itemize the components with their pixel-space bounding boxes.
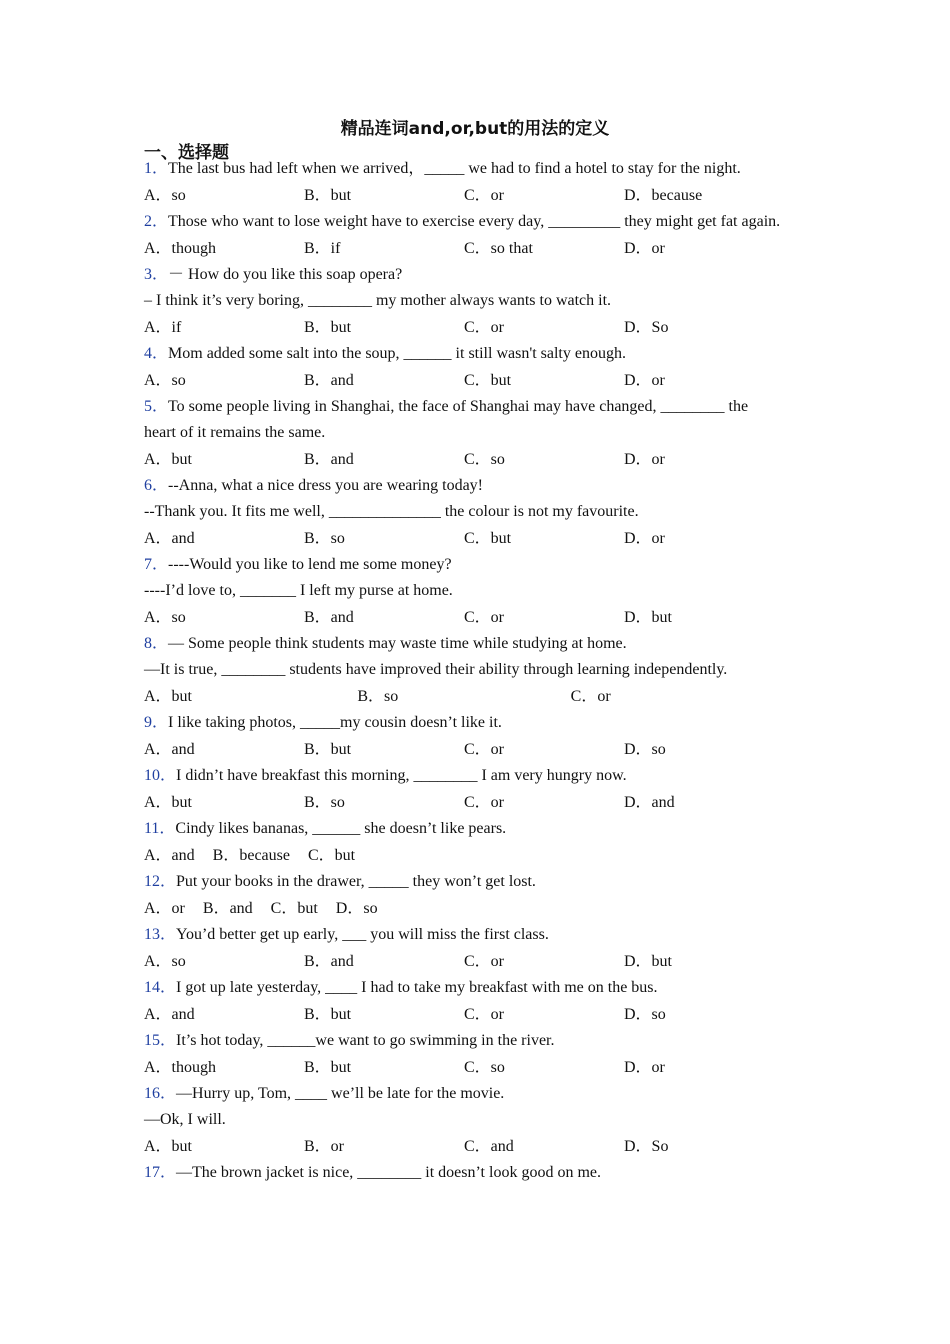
question-text: Put your books in the drawer, _____ they won’t get lost. [176, 873, 536, 890]
question-2 [144, 209, 784, 262]
option-d: D．so [624, 741, 666, 758]
question-number: 15． [144, 1032, 177, 1049]
option-a: A．so [144, 372, 186, 389]
option-c: C．and [464, 1138, 514, 1155]
question-number: 8． [144, 635, 169, 652]
question-5 [144, 394, 784, 473]
option-b: B．and [304, 953, 354, 970]
question-number: 7． [144, 556, 169, 573]
question-number: 3． [144, 266, 169, 283]
question-number: 17． [144, 1164, 177, 1181]
question-text: Cindy likes bananas, ______ she doesn’t like pears. [175, 820, 507, 837]
question-17 [144, 1160, 784, 1186]
option-b: B．but [304, 741, 352, 758]
option-b: B．so [357, 688, 399, 705]
option-a: A．but [144, 1138, 193, 1155]
question-number: 1． [144, 160, 169, 177]
option-a: A．so [144, 187, 186, 204]
question-number: 12． [144, 873, 177, 890]
option-b: B．and [304, 609, 354, 626]
question-text: You’d better get up early, ___ you will miss the first class. [176, 926, 549, 943]
question-number: 5． [144, 398, 169, 415]
option-d: D．or [624, 372, 665, 389]
option-b: B．and [304, 451, 354, 468]
question-16 [144, 1081, 784, 1160]
option-a: A．and [144, 530, 195, 547]
option-d: D．or [624, 530, 665, 547]
question-text: It’s hot today, ______we want to go swimming in the river. [176, 1032, 555, 1049]
section-heading: 一、选择题 [144, 143, 229, 163]
question-text: —Hurry up, Tom, ____ we’ll be late for the movie. [176, 1085, 505, 1102]
option-d: D．So [624, 1138, 669, 1155]
option-c: C．so [464, 451, 505, 468]
question-response: – I think it’s very boring, ________ my mother always wants to watch it. [144, 292, 612, 309]
question-text: I like taking photos, _____my cousin doesn’t like it. [168, 714, 502, 731]
option-d: D．or [624, 451, 665, 468]
question-number: 16． [144, 1085, 177, 1102]
question-6 [144, 473, 784, 552]
question-text: I didn’t have breakfast this morning, ________ I am very hungry now. [176, 767, 627, 784]
option-c: C．or [464, 609, 505, 626]
option-c: C．or [464, 1006, 505, 1023]
option-b: B．so [304, 530, 345, 547]
question-15 [144, 1028, 784, 1081]
question-text: The last bus had left when we arrived，_____ we had to find a hotel to stay for the night. [168, 160, 741, 177]
question-14 [144, 975, 784, 1028]
question-number: 6． [144, 477, 169, 494]
question-number: 11． [144, 820, 176, 837]
question-text: —The brown jacket is nice, ________ it doesn’t look good on me. [176, 1164, 601, 1181]
option-c: C．but [464, 372, 512, 389]
option-c: C．or [464, 794, 505, 811]
question-9 [144, 710, 784, 763]
question-text: — Some people think students may waste time while studying at home. [168, 635, 627, 652]
page-title: 精品连词and,or,but的用法的定义 [340, 119, 610, 139]
option-b: B．so [304, 794, 345, 811]
question-number: 9． [144, 714, 169, 731]
question-10 [144, 763, 784, 816]
option-a: A．but [144, 794, 193, 811]
option-a: A．though [144, 1059, 217, 1076]
option-c: C．or [464, 741, 505, 758]
option-d: D．so [335, 900, 378, 917]
option-b: B．or [304, 1138, 345, 1155]
option-b: B．if [304, 240, 341, 257]
question-text: --Anna, what a nice dress you are wearing today! [168, 477, 483, 494]
question-response: --Thank you. It fits me well, ______________ the colour is not my favourite. [144, 503, 639, 520]
option-a: A．if [144, 319, 182, 336]
option-a: A．but [144, 451, 193, 468]
option-c: C．but [270, 900, 318, 917]
option-c: C．or [464, 319, 505, 336]
question-number: 4． [144, 345, 169, 362]
option-c: C．or [570, 688, 611, 705]
option-b: B．and [304, 372, 354, 389]
option-a: A．or [144, 900, 185, 917]
question-response: ----I’d love to, _______ I left my purse at home. [144, 582, 453, 599]
option-a: A．but [144, 688, 193, 705]
option-a: A．though [144, 240, 217, 257]
option-c: C．but [307, 847, 356, 864]
option-b: B．because [212, 847, 290, 864]
option-a: A．and [144, 847, 195, 864]
question-response: —It is true, ________ students have improved their ability through learning independently. [144, 661, 728, 678]
question-text: Those who want to lose weight have to exercise every day, _________ they might get fat again. [168, 213, 781, 230]
question-text: I got up late yesterday, ____ I had to take my breakfast with me on the bus. [176, 979, 658, 996]
question-response: —Ok, I will. [144, 1111, 226, 1128]
question-3 [144, 262, 784, 341]
option-c: C．so [464, 1059, 505, 1076]
question-number: 2． [144, 213, 169, 230]
option-c: C．so that [464, 240, 533, 257]
option-d: D．but [624, 953, 673, 970]
option-a: A．and [144, 1006, 195, 1023]
question-4 [144, 341, 784, 394]
option-a: A．and [144, 741, 195, 758]
question-1 [144, 156, 784, 209]
option-d: D．because [624, 187, 703, 204]
option-a: A．so [144, 953, 186, 970]
question-text: Mom added some salt into the soup, ______ it still wasn't salty enough. [168, 345, 626, 362]
question-text: － How do you like this soap opera? [168, 266, 403, 283]
question-8 [144, 631, 784, 710]
question-number: 13． [144, 926, 177, 943]
option-d: D．So [624, 319, 669, 336]
question-number: 10． [144, 767, 177, 784]
question-text: To some people living in Shanghai, the face of Shanghai may have changed, ________ the heart of it remains the same. [144, 398, 749, 441]
option-c: C．or [464, 187, 505, 204]
option-b: B．but [304, 1059, 352, 1076]
option-d: D．or [624, 1059, 665, 1076]
question-11 [144, 816, 784, 869]
option-d: D．so [624, 1006, 666, 1023]
question-list [144, 156, 784, 1186]
question-13 [144, 922, 784, 975]
option-b: B．but [304, 187, 352, 204]
question-number: 14． [144, 979, 177, 996]
option-d: D．or [624, 240, 665, 257]
option-c: C．but [464, 530, 512, 547]
option-d: D．but [624, 609, 673, 626]
option-c: C．or [464, 953, 505, 970]
question-text: ----Would you like to lend me some money? [168, 556, 452, 573]
question-7 [144, 552, 784, 631]
option-b: B．but [304, 1006, 352, 1023]
option-b: B．but [304, 319, 352, 336]
question-12 [144, 869, 784, 922]
option-d: D．and [624, 794, 675, 811]
option-b: B．and [202, 900, 253, 917]
option-a: A．so [144, 609, 186, 626]
